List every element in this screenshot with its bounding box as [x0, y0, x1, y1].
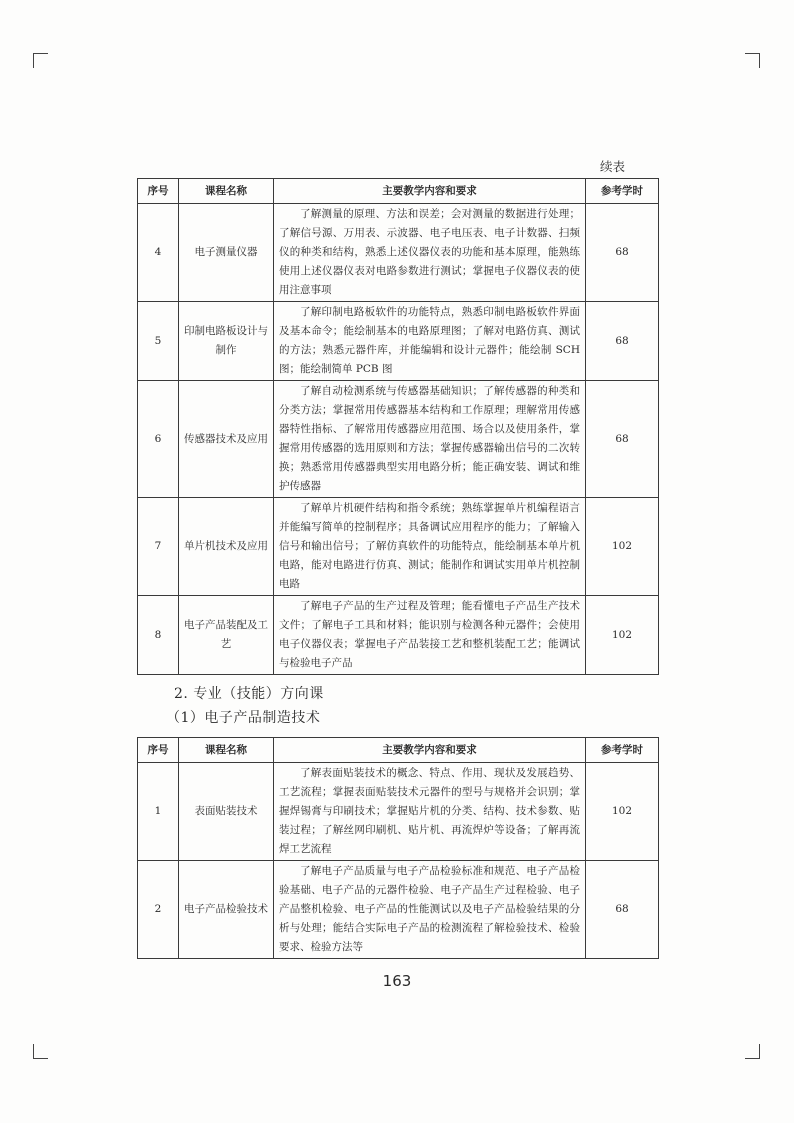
- row-course-name: 表面贴装技术: [179, 763, 274, 861]
- crop-mark-top-right: [745, 53, 760, 68]
- table-header-row: [138, 179, 659, 204]
- row-hours: 68: [586, 381, 659, 498]
- header-index: 序号: [138, 738, 179, 763]
- row-hours: 102: [586, 596, 659, 675]
- table-row: [138, 381, 659, 498]
- row-index: 1: [138, 763, 179, 861]
- row-content: 了解电子产品质量与电子产品检验标准和规范、电子产品检验基础、电子产品的元器件检验、电子产品生产过程检验、电子产品整机检验、电子产品的性能测试以及电子产品检验结果的分析与处理；能结合实际电子产品的检测流程了解检验技术、检验要求、检验方法等: [274, 861, 586, 959]
- header-course-name: 课程名称: [179, 738, 274, 763]
- row-index: 2: [138, 861, 179, 959]
- row-course-name: 印制电路板设计与制作: [179, 302, 274, 381]
- table-header-row: [138, 738, 659, 763]
- row-content: 了解电子产品的生产过程及管理；能看懂电子产品生产技术文件；了解电子工具和材料；能识别与检测各种元器件；会使用电子仪器仪表；掌握电子产品装接工艺和整机装配工艺；能调试与检验电子产品: [274, 596, 586, 675]
- row-content: 了解自动检测系统与传感器基础知识；了解传感器的种类和分类方法；掌握常用传感器基本结构和工作原理；理解常用传感器特性指标、了解常用传感器应用范围、场合以及使用条件，掌握常用传感器的选用原则和方法；掌握传感器输出信号的二次转换；熟悉常用传感器典型实用电路分析；能正确安装、调试和维护传感器: [274, 381, 586, 498]
- table-row: [138, 596, 659, 675]
- row-content: 了解单片机硬件结构和指令系统；熟练掌握单片机编程语言并能编写简单的控制程序；具备调试应用程序的能力；了解输入信号和输出信号；了解仿真软件的功能特点，能绘制基本单片机电路，能对电路进行仿真、测试；能制作和调试实用单片机控制电路: [274, 498, 586, 596]
- table-row: [138, 204, 659, 302]
- header-hours: 参考学时: [586, 738, 659, 763]
- header-content: 主要教学内容和要求: [274, 179, 586, 204]
- header-hours: 参考学时: [586, 179, 659, 204]
- table-row: [138, 498, 659, 596]
- row-course-name: 传感器技术及应用: [179, 381, 274, 498]
- course-table-manufacturing: [137, 737, 659, 959]
- header-index: 序号: [138, 179, 179, 204]
- row-content: 了解表面贴装技术的概念、特点、作用、现状及发展趋势、工艺流程；掌握表面贴装技术元器件的型号与规格并会识别；掌握焊锡膏与印刷技术；掌握贴片机的分类、结构、技术参数、贴装过程；了解丝网印刷机、贴片机、再流焊炉等设备；了解再流焊工艺流程: [274, 763, 586, 861]
- page-number: 163: [382, 972, 412, 990]
- row-content: 了解印制电路板软件的功能特点，熟悉印制电路板软件界面及基本命令；能绘制基本的电路原理图；了解对电路仿真、测试的方法；熟悉元器件库，并能编辑和设计元器件；能绘制 SCH 图；能绘制简单 PCB 图: [274, 302, 586, 381]
- crop-mark-bottom-left: [33, 1044, 48, 1059]
- row-hours: 102: [586, 498, 659, 596]
- table-row: [138, 302, 659, 381]
- row-index: 6: [138, 381, 179, 498]
- row-index: 8: [138, 596, 179, 675]
- section-heading: 2. 专业（技能）方向课: [174, 686, 324, 702]
- table-row: [138, 763, 659, 861]
- row-hours: 68: [586, 302, 659, 381]
- continued-table-label: 续表: [600, 159, 626, 174]
- row-content: 了解测量的原理、方法和误差；会对测量的数据进行处理；了解信号源、万用表、示波器、电子电压表、电子计数器、扫频仪的种类和结构，熟悉上述仪器仪表的功能和基本原理，能熟练使用上述仪器仪表对电路参数进行测试；掌握电子仪器仪表的使用注意事项: [274, 204, 586, 302]
- header-content: 主要教学内容和要求: [274, 738, 586, 763]
- header-course-name: 课程名称: [179, 179, 274, 204]
- row-course-name: 电子产品检验技术: [179, 861, 274, 959]
- row-hours: 68: [586, 204, 659, 302]
- table-row: [138, 861, 659, 959]
- row-index: 4: [138, 204, 179, 302]
- row-course-name: 电子产品装配及工艺: [179, 596, 274, 675]
- course-table-continued: [137, 178, 659, 675]
- row-index: 5: [138, 302, 179, 381]
- row-course-name: 单片机技术及应用: [179, 498, 274, 596]
- crop-mark-bottom-right: [745, 1044, 760, 1059]
- row-index: 7: [138, 498, 179, 596]
- row-course-name: 电子测量仪器: [179, 204, 274, 302]
- crop-mark-top-left: [33, 53, 48, 68]
- subsection-heading: （1）电子产品制造技术: [166, 710, 321, 726]
- row-hours: 102: [586, 763, 659, 861]
- row-hours: 68: [586, 861, 659, 959]
